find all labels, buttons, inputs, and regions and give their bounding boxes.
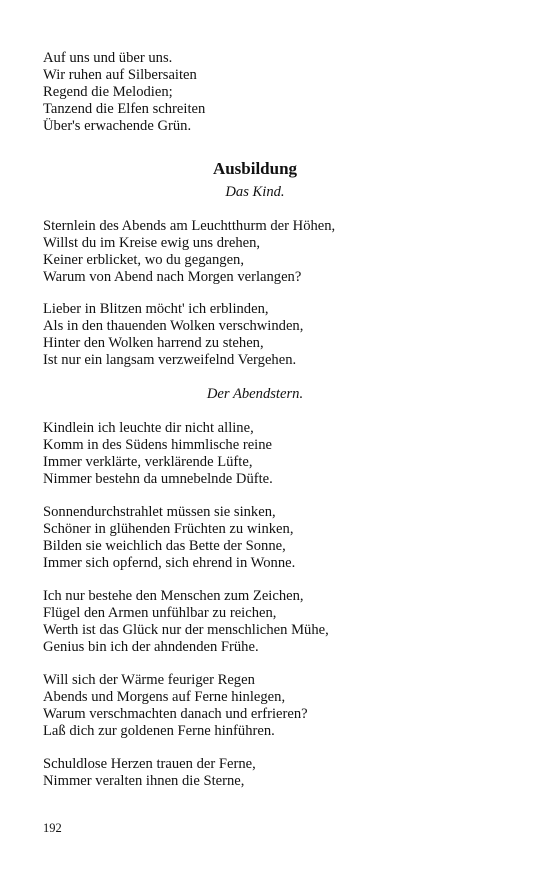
verse-line: Ich nur bestehe den Menschen zum Zeichen, [43, 588, 304, 604]
section-title-der-abendstern: Der Abendstern. [206, 386, 304, 402]
verse-line: Lieber in Blitzen möcht' ich erblinden, [43, 301, 269, 317]
verse-line: Tanzend die Elfen schreiten [43, 101, 206, 117]
verse-line: Genius bin ich der ahndenden Frühe. [43, 639, 259, 655]
verse-line: Auf uns und über uns. [43, 50, 173, 66]
verse-line: Nimmer bestehn da umnebelnde Düfte. [43, 471, 273, 487]
intro-stanza [43, 50, 513, 135]
verse-line: Hinter den Wolken harrend zu stehen, [43, 335, 264, 351]
section-title-das-kind: Das Kind. [225, 184, 285, 200]
stanza-6 [43, 672, 513, 740]
verse-line: Komm in des Südens himmlische reine [43, 437, 273, 453]
stanza-2 [43, 301, 513, 369]
verse-line: Werth ist das Glück nur der menschlichen Mühe, [43, 622, 329, 638]
verse-line: Warum verschmachten danach und erfrieren? [43, 706, 308, 722]
verse-line: Keiner erblicket, wo du gegangen, [43, 252, 244, 268]
verse-line: Bilden sie weichlich das Bette der Sonne, [43, 538, 286, 554]
stanza-5 [43, 588, 513, 656]
verse-line: Schuldlose Herzen trauen der Ferne, [43, 756, 256, 772]
stanza-3 [43, 420, 513, 488]
verse-line: Sternlein des Abends am Leuchtthurm der Höhen, [43, 218, 336, 234]
stanza-1 [43, 218, 513, 286]
verse-line: Willst du im Kreise ewig uns drehen, [43, 235, 261, 251]
verse-line: Nimmer veralten ihnen die Sterne, [43, 773, 245, 789]
stanza-4 [43, 504, 513, 572]
verse-line: Wir ruhen auf Silbersaiten [43, 67, 197, 83]
verse-line: Immer verklärte, verklärende Lüfte, [43, 454, 253, 470]
verse-line: Kindlein ich leuchte dir nicht alline, [43, 420, 254, 436]
verse-line: Ist nur ein langsam verzweifelnd Vergehen. [43, 352, 297, 368]
verse-line: Flügel den Armen unfühlbar zu reichen, [43, 605, 277, 621]
page-number: 192 [43, 821, 62, 835]
verse-line: Sonnendurchstrahlet müssen sie sinken, [43, 504, 276, 520]
stanza-7 [43, 756, 513, 790]
poem-title: Ausbildung [212, 159, 298, 178]
verse-line: Über's erwachende Grün. [43, 118, 192, 134]
verse-line: Schöner in glühenden Früchten zu winken, [43, 521, 294, 537]
verse-line: Laß dich zur goldenen Ferne hinführen. [43, 723, 275, 739]
verse-line: Warum von Abend nach Morgen verlangen? [43, 269, 302, 285]
verse-line: Regend die Melodien; [43, 84, 173, 100]
verse-line: Will sich der Wärme feuriger Regen [43, 672, 255, 688]
verse-line: Immer sich opfernd, sich ehrend in Wonne. [43, 555, 296, 571]
verse-line: Als in den thauenden Wolken verschwinden, [43, 318, 304, 334]
verse-line: Abends und Morgens auf Ferne hinlegen, [43, 689, 286, 705]
